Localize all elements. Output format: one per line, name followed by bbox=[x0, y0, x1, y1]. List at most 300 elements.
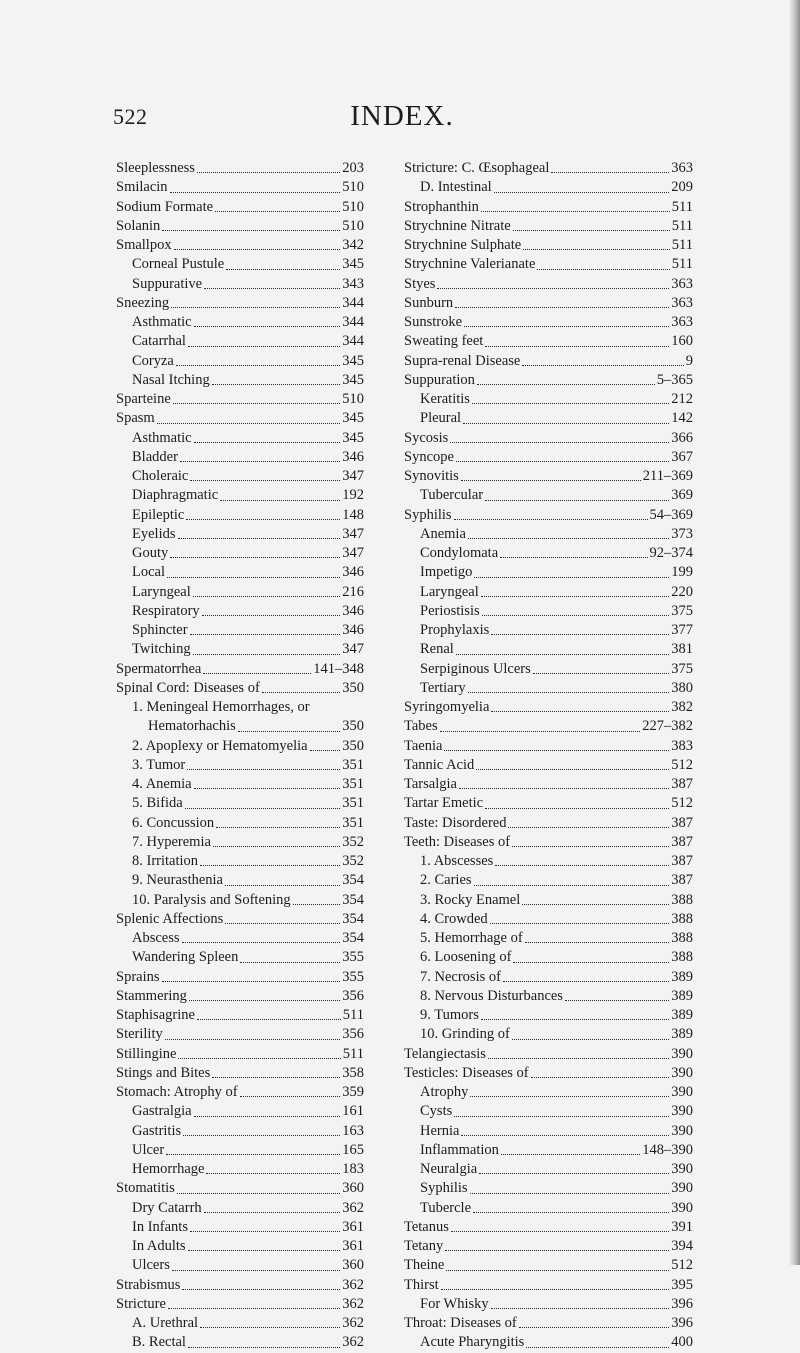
index-term: 9. Tumors bbox=[420, 1007, 479, 1023]
dot-leader bbox=[162, 981, 341, 982]
index-entry bbox=[404, 371, 693, 390]
index-entry bbox=[116, 910, 364, 929]
index-entry bbox=[116, 525, 364, 544]
page-reference: 344 bbox=[342, 333, 364, 350]
index-entry bbox=[116, 1314, 364, 1333]
index-term: Anemia bbox=[420, 525, 466, 542]
index-entry bbox=[404, 1025, 693, 1044]
index-entry bbox=[404, 1045, 693, 1064]
dot-leader bbox=[461, 480, 641, 481]
page-reference: 363 bbox=[671, 314, 693, 330]
index-entry bbox=[116, 467, 364, 486]
dot-leader bbox=[551, 172, 669, 173]
dot-leader bbox=[523, 249, 670, 250]
page-edge-shadow bbox=[790, 0, 800, 1265]
dot-leader bbox=[491, 1308, 670, 1309]
dot-leader bbox=[479, 1173, 669, 1174]
index-entry bbox=[404, 621, 693, 640]
page-reference: 511 bbox=[671, 237, 693, 253]
index-term: Asthmatic bbox=[132, 429, 192, 446]
index-term: Tubercle bbox=[420, 1199, 472, 1216]
page-reference: 351 bbox=[342, 795, 364, 812]
dot-leader bbox=[513, 962, 669, 963]
page-reference: 510 bbox=[342, 198, 364, 215]
index-entry bbox=[116, 1083, 364, 1102]
index-term: Tannic Acid bbox=[404, 756, 475, 773]
index-term: Taste: Disordered bbox=[404, 814, 507, 831]
index-term: 1. Meningeal Hemorrhages, or bbox=[132, 699, 310, 715]
index-entry bbox=[404, 1237, 693, 1256]
page-reference: 382 bbox=[671, 699, 693, 715]
index-entry bbox=[404, 467, 693, 486]
index-entry bbox=[116, 929, 364, 948]
dot-leader bbox=[456, 461, 669, 462]
dot-leader bbox=[185, 808, 341, 809]
page-reference: 388 bbox=[671, 930, 693, 946]
page-reference: 396 bbox=[671, 1295, 693, 1312]
index-term: Local bbox=[132, 564, 166, 581]
index-entry bbox=[116, 891, 364, 910]
dot-leader bbox=[474, 577, 669, 578]
dot-leader bbox=[537, 269, 669, 270]
index-entry bbox=[404, 275, 693, 294]
page-reference: 512 bbox=[671, 1257, 693, 1274]
page-reference: 163 bbox=[342, 1122, 364, 1139]
dot-leader bbox=[197, 1019, 341, 1020]
index-term: Keratitis bbox=[420, 391, 470, 407]
index-entry bbox=[116, 486, 364, 505]
dot-leader bbox=[182, 942, 341, 943]
page-reference: 199 bbox=[671, 564, 693, 581]
dot-leader bbox=[178, 538, 341, 539]
index-entry bbox=[404, 1122, 693, 1141]
index-entry bbox=[116, 429, 364, 448]
index-entry bbox=[404, 987, 693, 1006]
index-term: Strychnine Nitrate bbox=[404, 217, 511, 234]
dot-leader bbox=[437, 288, 669, 289]
index-entry bbox=[404, 891, 693, 910]
dot-leader bbox=[470, 1096, 669, 1097]
index-term: Corneal Pustule bbox=[132, 256, 225, 273]
page-reference: 366 bbox=[671, 429, 693, 446]
index-entry bbox=[404, 1218, 693, 1237]
index-term: Inflammation bbox=[420, 1141, 499, 1158]
index-term: Spasm bbox=[116, 410, 155, 427]
dot-leader bbox=[200, 1327, 340, 1328]
page-reference: 510 bbox=[342, 391, 364, 407]
index-entry bbox=[404, 1141, 693, 1160]
page-reference: 512 bbox=[671, 795, 693, 812]
dot-leader bbox=[167, 577, 340, 578]
index-term: Dry Catarrh bbox=[132, 1199, 202, 1216]
index-term: Acute Pharyngitis bbox=[420, 1334, 525, 1351]
page-reference: 344 bbox=[342, 314, 364, 330]
index-entry bbox=[404, 602, 693, 621]
dot-leader bbox=[213, 846, 340, 847]
dot-leader bbox=[177, 1193, 340, 1194]
index-entry bbox=[404, 429, 693, 448]
page-reference: 389 bbox=[671, 1026, 693, 1043]
dot-leader bbox=[206, 1173, 340, 1174]
index-entry bbox=[404, 313, 693, 332]
index-entry bbox=[404, 1179, 693, 1198]
dot-leader bbox=[174, 249, 341, 250]
index-entry bbox=[404, 717, 693, 736]
index-entry bbox=[404, 1314, 693, 1333]
dot-leader bbox=[215, 211, 340, 212]
index-entry bbox=[404, 294, 693, 313]
dot-leader bbox=[472, 403, 669, 404]
index-entry bbox=[116, 390, 364, 409]
index-entry bbox=[116, 198, 364, 217]
dot-leader bbox=[190, 1231, 340, 1232]
index-entry bbox=[116, 660, 364, 679]
index-term: Gastralgia bbox=[132, 1103, 192, 1120]
page-reference: 345 bbox=[342, 410, 364, 427]
index-term: Stomach: Atrophy of bbox=[116, 1084, 238, 1100]
index-entry bbox=[404, 506, 693, 525]
page-reference: 389 bbox=[671, 987, 693, 1004]
index-term: Hematorhachis bbox=[148, 718, 236, 735]
page-reference: 511 bbox=[671, 256, 693, 273]
dot-leader bbox=[519, 1327, 670, 1328]
dot-leader bbox=[186, 519, 340, 520]
page-reference: 9 bbox=[685, 352, 693, 369]
dot-leader bbox=[500, 557, 647, 558]
index-entry bbox=[404, 1064, 693, 1083]
index-term: Stricture: C. Œsophageal bbox=[404, 160, 550, 176]
index-entry bbox=[404, 217, 693, 236]
dot-leader bbox=[170, 192, 341, 193]
page-reference: 390 bbox=[671, 1064, 693, 1081]
dot-leader bbox=[171, 307, 340, 308]
page-reference: 220 bbox=[671, 583, 693, 600]
index-entry bbox=[404, 563, 693, 582]
index-term: Catarrhal bbox=[132, 333, 186, 350]
index-entry bbox=[404, 409, 693, 428]
dot-leader bbox=[565, 1000, 669, 1001]
dot-leader bbox=[454, 519, 648, 520]
index-term: For Whisky bbox=[420, 1295, 489, 1312]
index-term: Staphisagrine bbox=[116, 1007, 195, 1023]
index-term: Synovitis bbox=[404, 468, 459, 484]
index-entry bbox=[404, 448, 693, 467]
index-term: Gastritis bbox=[132, 1122, 182, 1139]
dot-leader bbox=[451, 1231, 669, 1232]
index-term: A. Urethral bbox=[132, 1315, 199, 1331]
index-term: Smilacin bbox=[116, 179, 168, 196]
page-reference: 161 bbox=[342, 1103, 364, 1120]
page-reference: 362 bbox=[342, 1276, 364, 1293]
dot-leader bbox=[190, 634, 341, 635]
dot-leader bbox=[188, 346, 340, 347]
index-term: Tarsalgia bbox=[404, 776, 457, 792]
index-term: Strychnine Sulphate bbox=[404, 237, 522, 253]
index-entry bbox=[116, 1179, 364, 1198]
index-term: Sterility bbox=[116, 1026, 163, 1043]
page-reference: 362 bbox=[342, 1199, 364, 1216]
dot-leader bbox=[162, 230, 340, 231]
index-entry bbox=[116, 1295, 364, 1314]
index-entry bbox=[116, 352, 364, 371]
page-reference: 192 bbox=[342, 487, 364, 504]
page-reference: 390 bbox=[671, 1122, 693, 1139]
dot-leader bbox=[491, 711, 669, 712]
dot-leader bbox=[187, 769, 340, 770]
page-reference: 160 bbox=[671, 333, 693, 350]
index-entry bbox=[404, 1256, 693, 1275]
page-reference: 209 bbox=[671, 179, 693, 196]
index-entry bbox=[404, 948, 693, 967]
page-reference: 165 bbox=[342, 1141, 364, 1158]
index-term: 3. Tumor bbox=[132, 756, 186, 773]
index-entry bbox=[404, 775, 693, 794]
index-term: Periostisis bbox=[420, 602, 480, 619]
dot-leader bbox=[190, 480, 340, 481]
index-entry bbox=[116, 448, 364, 467]
index-term: Sunstroke bbox=[404, 314, 462, 330]
index-term: Sphincter bbox=[132, 622, 188, 638]
page-reference: 346 bbox=[342, 448, 364, 465]
index-term: 8. Nervous Disturbances bbox=[420, 987, 563, 1004]
index-term: In Adults bbox=[132, 1238, 186, 1254]
index-term: Tertiary bbox=[420, 679, 466, 696]
page-reference: 362 bbox=[342, 1334, 364, 1351]
dot-leader bbox=[212, 384, 341, 385]
index-entry bbox=[116, 775, 364, 794]
index-term: Tetanus bbox=[404, 1218, 449, 1235]
page-reference: 367 bbox=[671, 448, 693, 465]
page-reference: 342 bbox=[342, 237, 364, 253]
page-reference: 141–348 bbox=[313, 660, 364, 677]
page-reference: 387 bbox=[671, 872, 693, 889]
index-term: Eyelids bbox=[132, 525, 176, 542]
page-reference: 511 bbox=[342, 1007, 364, 1023]
page-reference: 375 bbox=[671, 602, 693, 619]
page-reference: 510 bbox=[342, 179, 364, 196]
dot-leader bbox=[225, 885, 340, 886]
index-term: Ulcers bbox=[132, 1257, 170, 1274]
dot-leader bbox=[176, 365, 340, 366]
page-reference: 391 bbox=[671, 1218, 693, 1235]
page-reference: 347 bbox=[342, 641, 364, 658]
page-reference: 390 bbox=[671, 1180, 693, 1197]
dot-leader bbox=[488, 1058, 669, 1059]
page-reference: 354 bbox=[342, 930, 364, 946]
index-term: Gouty bbox=[132, 545, 169, 561]
index-entry bbox=[404, 1083, 693, 1102]
page-reference: 395 bbox=[671, 1276, 693, 1293]
index-entry bbox=[116, 968, 364, 987]
index-entry bbox=[116, 178, 364, 197]
index-entry bbox=[116, 1064, 364, 1083]
index-term: Neuralgia bbox=[420, 1161, 478, 1177]
dot-leader bbox=[188, 1347, 340, 1348]
index-entry bbox=[116, 236, 364, 255]
page-reference: 148–390 bbox=[642, 1141, 693, 1158]
index-column-left bbox=[116, 159, 364, 1353]
index-term: Suppuration bbox=[404, 371, 475, 388]
index-entry bbox=[116, 1102, 364, 1121]
page-reference: 390 bbox=[671, 1045, 693, 1062]
index-term: Stomatitis bbox=[116, 1180, 175, 1197]
index-term: Testicles: Diseases of bbox=[404, 1064, 529, 1081]
dot-leader bbox=[293, 904, 341, 905]
dot-leader bbox=[262, 692, 340, 693]
index-entry bbox=[404, 332, 693, 351]
index-entry bbox=[116, 1237, 364, 1256]
page-reference: 183 bbox=[342, 1161, 364, 1177]
index-term: Tabes bbox=[404, 718, 438, 735]
index-term: 4. Anemia bbox=[132, 776, 192, 792]
index-term: Prophylaxis bbox=[420, 622, 490, 638]
index-term: 8. Irritation bbox=[132, 853, 199, 869]
dot-leader bbox=[204, 288, 340, 289]
dot-leader bbox=[444, 750, 669, 751]
page-reference: 360 bbox=[342, 1180, 364, 1197]
index-entry bbox=[404, 236, 693, 255]
dot-leader bbox=[446, 1270, 669, 1271]
page-reference: 360 bbox=[342, 1257, 364, 1274]
index-entry bbox=[116, 640, 364, 659]
dot-leader bbox=[194, 326, 341, 327]
dot-leader bbox=[172, 1270, 340, 1271]
page-reference: 389 bbox=[671, 1007, 693, 1023]
index-entry bbox=[404, 198, 693, 217]
index-entry bbox=[116, 583, 364, 602]
page-reference: 356 bbox=[342, 1026, 364, 1043]
page-reference: 346 bbox=[342, 622, 364, 638]
index-term: Laryngeal bbox=[132, 583, 191, 600]
page-reference: 389 bbox=[671, 968, 693, 985]
index-entry bbox=[404, 814, 693, 833]
page-reference: 211–369 bbox=[642, 468, 693, 484]
index-term: Hernia bbox=[420, 1122, 460, 1139]
index-term: Syncope bbox=[404, 448, 454, 465]
page-reference: 388 bbox=[671, 891, 693, 908]
page-reference: 351 bbox=[342, 814, 364, 831]
index-term: Stricture bbox=[116, 1295, 166, 1312]
page-reference: 355 bbox=[342, 949, 364, 966]
page-reference: 344 bbox=[342, 294, 364, 311]
page-reference: 347 bbox=[342, 468, 364, 484]
dot-leader bbox=[216, 827, 340, 828]
index-entry bbox=[116, 737, 364, 756]
index-entry bbox=[116, 313, 364, 332]
index-entry bbox=[116, 987, 364, 1006]
index-entry bbox=[116, 814, 364, 833]
index-entry bbox=[116, 621, 364, 640]
index-entry bbox=[404, 871, 693, 890]
dot-leader bbox=[513, 230, 670, 231]
dot-leader bbox=[485, 808, 669, 809]
index-term: Nasal Itching bbox=[132, 371, 210, 388]
page-reference: 351 bbox=[342, 776, 364, 792]
index-entry bbox=[404, 833, 693, 852]
dot-leader bbox=[240, 1096, 341, 1097]
page-reference: 345 bbox=[342, 352, 364, 369]
index-term: Respiratory bbox=[132, 602, 200, 619]
index-entry bbox=[404, 1006, 693, 1025]
index-entry bbox=[116, 1122, 364, 1141]
index-entry bbox=[404, 910, 693, 929]
index-entry bbox=[116, 602, 364, 621]
dot-leader bbox=[170, 557, 340, 558]
index-entry bbox=[116, 1160, 364, 1179]
index-entry bbox=[116, 371, 364, 390]
index-entry bbox=[116, 1141, 364, 1160]
index-term: Theine bbox=[404, 1257, 445, 1274]
page-reference: 511 bbox=[671, 217, 693, 234]
dot-leader bbox=[194, 442, 341, 443]
index-entry bbox=[404, 794, 693, 813]
page-reference: 345 bbox=[342, 256, 364, 273]
index-entry bbox=[116, 794, 364, 813]
dot-leader bbox=[490, 923, 670, 924]
dot-leader bbox=[157, 423, 341, 424]
index-term: Renal bbox=[420, 641, 454, 658]
dot-leader bbox=[165, 1039, 341, 1040]
dot-leader bbox=[533, 673, 670, 674]
page-reference: 375 bbox=[671, 660, 693, 677]
dot-leader bbox=[440, 731, 641, 732]
page-reference: 390 bbox=[671, 1161, 693, 1177]
index-term: 4. Crowded bbox=[420, 910, 488, 927]
index-entry bbox=[116, 294, 364, 313]
dot-leader bbox=[225, 923, 340, 924]
dot-leader bbox=[183, 1135, 340, 1136]
dot-leader bbox=[526, 1347, 669, 1348]
index-term: Splenic Affections bbox=[116, 910, 224, 927]
index-entry bbox=[404, 660, 693, 679]
page-reference: 347 bbox=[342, 525, 364, 542]
index-entry bbox=[404, 390, 693, 409]
index-term: 1. Abscesses bbox=[420, 853, 494, 869]
dot-leader bbox=[454, 1116, 669, 1117]
dot-leader bbox=[220, 500, 340, 501]
index-term: Bladder bbox=[132, 448, 178, 465]
page-reference: 363 bbox=[671, 275, 693, 292]
index-entry bbox=[404, 929, 693, 948]
page-reference: 351 bbox=[342, 756, 364, 773]
index-entry bbox=[116, 1025, 364, 1044]
index-term: Sunburn bbox=[404, 294, 454, 311]
page-reference: 5–365 bbox=[656, 371, 693, 388]
dot-leader bbox=[503, 981, 669, 982]
index-entry bbox=[404, 1102, 693, 1121]
page-reference: 373 bbox=[671, 525, 693, 542]
page-reference: 358 bbox=[342, 1064, 364, 1081]
index-term: Sprains bbox=[116, 968, 160, 985]
index-term: Strophanthin bbox=[404, 198, 479, 215]
index-entry bbox=[116, 1333, 364, 1352]
index-term: Solanin bbox=[116, 217, 161, 234]
dot-leader bbox=[456, 654, 669, 655]
index-entry bbox=[404, 544, 693, 563]
page-reference: 345 bbox=[342, 429, 364, 446]
page-reference: 510 bbox=[342, 217, 364, 234]
dot-leader bbox=[481, 1019, 669, 1020]
index-term: Thirst bbox=[404, 1276, 439, 1293]
index-term: Sleeplessness bbox=[116, 160, 195, 176]
index-term: Condylomata bbox=[420, 545, 499, 561]
page-reference: 380 bbox=[671, 679, 693, 696]
index-entry bbox=[116, 756, 364, 775]
page-reference: 361 bbox=[342, 1218, 364, 1235]
index-term: Cysts bbox=[420, 1103, 453, 1120]
index-term: 3. Rocky Enamel bbox=[420, 891, 521, 908]
index-entry bbox=[116, 1218, 364, 1237]
